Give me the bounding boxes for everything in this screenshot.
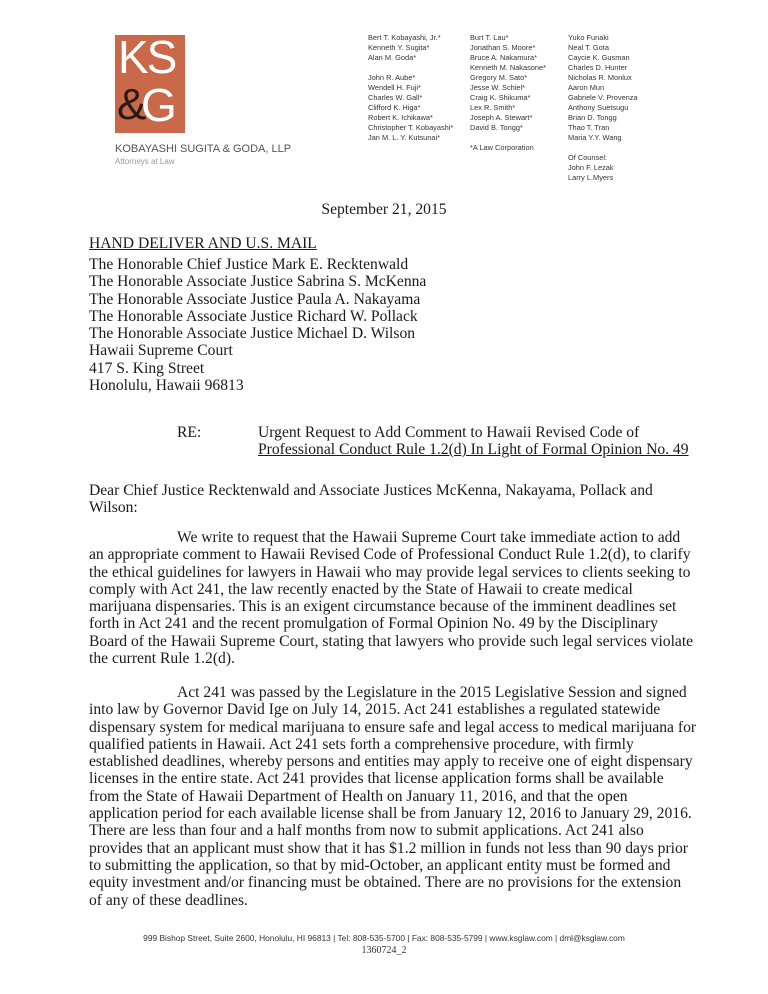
attorney-name: Charles W. Gall*	[368, 93, 423, 102]
paragraph-1	[89, 529, 693, 667]
attorney-name: Caycie K. Gusman	[568, 53, 630, 62]
paragraph-line: Board of the Hawaii Supreme Court, stating that lawyers who provide such legal services violate	[89, 632, 694, 650]
attorney-name: Bert T. Kobayashi, Jr.*	[368, 33, 441, 42]
law-corporation-note: *A Law Corporation	[470, 143, 534, 152]
delivery-method: HAND DELIVER AND U.S. MAIL	[89, 235, 317, 252]
of-counsel-line: John F. Lezak	[568, 163, 614, 172]
paragraph-line: dispensary system for medical marijuana to ensure safe and legal access to medical marijuana for	[89, 718, 697, 736]
paragraph-line: equity investment and/or financing must be obtained. There are no provisions for the extension	[89, 874, 682, 892]
of-counsel-line: Larry L.Myers	[568, 173, 614, 182]
attorney-name: Jan M. L. Y. Kutsunai*	[368, 133, 441, 142]
paragraph-line: licenses in the entire state. Act 241 provides that license application forms shall be available	[89, 770, 664, 788]
paragraph-line: application period for each available license shall be from January 12, 2016 to January 29, 2016.	[89, 805, 692, 823]
associates-column	[568, 33, 638, 183]
paragraph-line: comply with Act 241, the law recently enacted by the State of Hawaii to create medical	[89, 580, 633, 598]
addressee-block	[89, 256, 426, 394]
addressee-line: The Honorable Chief Justice Mark E. Recktenwald	[89, 256, 409, 273]
attorney-name: Joseph A. Stewart*	[470, 113, 533, 122]
attorney-name: Thao T. Tran	[568, 123, 610, 132]
paragraph-line: of any of these deadlines.	[89, 891, 248, 909]
paragraph-line: the ethical guidelines for lawyers in Hawaii who may provide legal services to clients seeking to	[89, 563, 691, 581]
attorney-name: Kenneth Y. Sugita*	[368, 43, 430, 52]
salutation-line: Dear Chief Justice Recktenwald and Associate Justices McKenna, Nakayama, Pollack and	[89, 482, 653, 499]
paragraph-line: the current Rule 1.2(d).	[89, 650, 235, 668]
footer-address: 999 Bishop Street, Suite 2600, Honolulu, HI 96813 | Tel: 808-535-5700 | Fax: 808-535-5799 | www.ksglaw.com | dml@ksglaw.com	[143, 933, 625, 943]
paragraph-line: We write to request that the Hawaii Supreme Court take immediate action to add	[177, 529, 681, 546]
paragraph-line: provides that an applicant must show that it has $1.2 million in funds not less than 90 days prior	[89, 839, 688, 857]
attorney-name: Nicholas R. Monlux	[568, 73, 632, 82]
firm-tagline: Attorneys at Law	[115, 157, 175, 166]
attorney-name: Aaron Mun	[568, 83, 605, 92]
addressee-line: The Honorable Associate Justice Sabrina S. McKenna	[89, 273, 427, 291]
addressee-line: Hawaii Supreme Court	[89, 342, 233, 360]
paragraph-line: forth in Act 241 and the recent promulgation of Formal Opinion No. 49 by the Disciplinary	[89, 615, 659, 633]
paragraph-line: established deadlines, whereby persons and entities may apply to receive one of eight dispensary	[89, 753, 693, 771]
letter-date: September 21, 2015	[321, 201, 447, 218]
attorney-name: Jonathan S. Moore*	[470, 43, 536, 52]
attorney-name: Lex R. Smith*	[470, 103, 516, 112]
attorney-name: Christopher T. Kobayashi*	[368, 123, 454, 132]
attorney-name: Neal T. Gota	[568, 43, 609, 52]
attorney-name: Brian D. Tongg	[568, 113, 617, 122]
salutation-line: Wilson:	[89, 499, 138, 517]
paragraph-line: There are less than four and a half months from now to submit applications. Act 241 also	[89, 822, 644, 840]
paragraph-2	[89, 684, 696, 909]
addressee-line: The Honorable Associate Justice Michael D. Wilson	[89, 325, 416, 343]
addressee-line: 417 S. King Street	[89, 359, 205, 377]
addressee-line: Honolulu, Hawaii 96813	[89, 377, 244, 395]
attorney-name: Anthony Suetsugu	[568, 103, 629, 112]
attorney-name: Clifford K. Higa*	[368, 103, 421, 112]
paragraph-line: to submitting the application, so that by mid-October, an applicant entity must be formed and	[89, 856, 671, 874]
attorney-name: Burt T. Lau*	[470, 33, 509, 42]
addressee-line: The Honorable Associate Justice Richard W. Pollack	[89, 307, 418, 325]
paragraph-line: into law by Governor David Ige on July 14, 2015. Act 241 establishes a regulated statewide	[89, 701, 661, 719]
attorney-name: Wendell H. Fuji*	[368, 83, 421, 92]
firm-name: KOBAYASHI SUGITA & GODA, LLP	[115, 143, 292, 155]
salutation	[89, 482, 653, 517]
re-line-1: Urgent Request to Add Comment to Hawaii Revised Code of	[258, 424, 640, 441]
attorney-name: John R. Aube*	[368, 73, 416, 82]
attorney-name: Bruce A. Nakamura*	[470, 53, 537, 62]
attorney-name: Alan M. Goda*	[368, 53, 417, 62]
attorney-name: Kenneth M. Nakasone*	[470, 63, 547, 72]
attorney-name: Charles D. Hunter	[568, 63, 628, 72]
re-line-2: Professional Conduct Rule 1.2(d) In Light of Formal Opinion No. 49	[258, 441, 689, 458]
partners-column-1	[368, 33, 453, 143]
attorney-name: Craig K. Shikuma*	[470, 93, 531, 102]
attorney-name: Robert K. Ichikawa*	[368, 113, 433, 122]
addressee-line: The Honorable Associate Justice Paula A. Nakayama	[89, 290, 421, 308]
document-number: 1360724_2	[361, 945, 407, 956]
paragraph-line: Act 241 was passed by the Legislature in the 2015 Legislative Session and signed	[177, 684, 687, 701]
paragraph-line: an appropriate comment to Hawaii Revised Code of Professional Conduct Rule 1.2(d), to clarify	[89, 546, 691, 564]
partners-column-2	[470, 33, 546, 153]
paragraph-line: from the State of Hawaii Department of Health on January 11, 2016, and that the open	[89, 787, 628, 805]
paragraph-line: qualified patients in Hawaii. Act 241 sets forth a comprehensive procedure, with firmly	[89, 735, 634, 753]
attorney-name: David B. Tongg*	[470, 123, 523, 132]
attorney-name: Maria Y.Y. Wang	[568, 133, 622, 142]
attorney-name: Gregory M. Sato*	[470, 73, 528, 82]
firm-logo: KS & G	[115, 35, 185, 133]
re-label: RE:	[177, 424, 202, 441]
paragraph-line: marijuana dispensaries. This is an exigent circumstance because of the imminent deadlines set	[89, 598, 677, 616]
attorney-name: Yuko Funaki	[568, 33, 609, 42]
of-counsel-line: Of Counsel:	[568, 153, 608, 162]
attorney-name: Jesse W. Schiel*	[470, 83, 526, 92]
attorney-name: Gabriele V. Provenza	[568, 93, 638, 102]
